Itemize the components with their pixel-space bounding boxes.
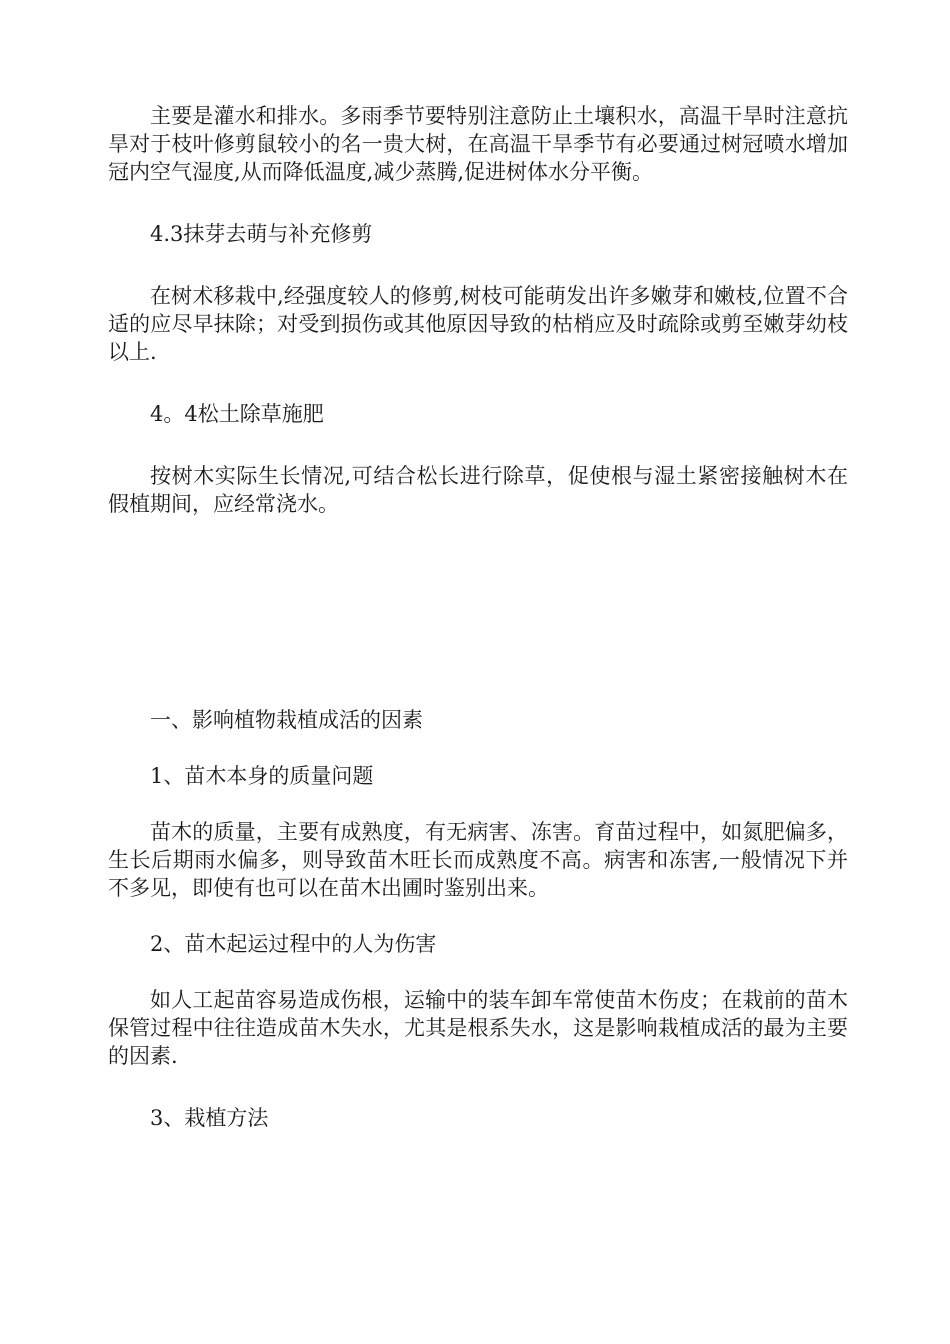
section-survival-factors bbox=[108, 706, 848, 1132]
heading-4-3: 4.3抹芽去萌与补充修剪 bbox=[150, 222, 373, 246]
paragraph-4-3: 在树术移栽中,经强度较人的修剪,树枝可能萌发出许多嫩芽和嫩枝,位置不合适的应尽早抹除；对受到损伤或其他原因导致的枯梢应及时疏除或剪至嫩芽幼枝以上. bbox=[108, 284, 848, 364]
heading-main: 一、影响植物栽植成活的因素 bbox=[150, 708, 423, 732]
paragraph-1: 苗木的质量，主要有成熟度，有无病害、冻害。育苗过程中，如氮肥偏多，生长后期雨水偏多，则导致苗木旺长而成熟度不高。病害和冻害,一般情况下并不多见，即使有也可以在苗木出圃时鉴别出来。 bbox=[108, 820, 848, 900]
heading-4-4: 4。4松土除草施肥 bbox=[150, 402, 324, 426]
paragraph-2: 如人工起苗容易造成伤根，运输中的装车卸车常使苗木伤皮；在栽前的苗木保管过程中往往造成苗木失水，尤其是根系失水，这是影响栽植成活的最为主要的因素. bbox=[108, 988, 848, 1068]
paragraph-4-4: 按树木实际生长情况,可结合松长进行除草，促使根与湿土紧密接触树木在假植期间，应经常浇水。 bbox=[108, 464, 848, 516]
heading-1: 1、苗木本身的质量问题 bbox=[150, 764, 374, 788]
heading-2: 2、苗木起运过程中的人为伤害 bbox=[150, 932, 437, 956]
section-maintenance bbox=[108, 102, 848, 518]
heading-3: 3、栽植方法 bbox=[150, 1106, 269, 1130]
paragraph-watering: 主要是灌水和排水。多雨季节要特别注意防止土壤积水，高温干旱时注意抗旱对于枝叶修剪鼠较小的名一贵大树，在高温干旱季节有必要通过树冠喷水增加冠内空气湿度,从而降低温度,减少蒸腾,促进树体水分平衡。 bbox=[108, 104, 848, 184]
